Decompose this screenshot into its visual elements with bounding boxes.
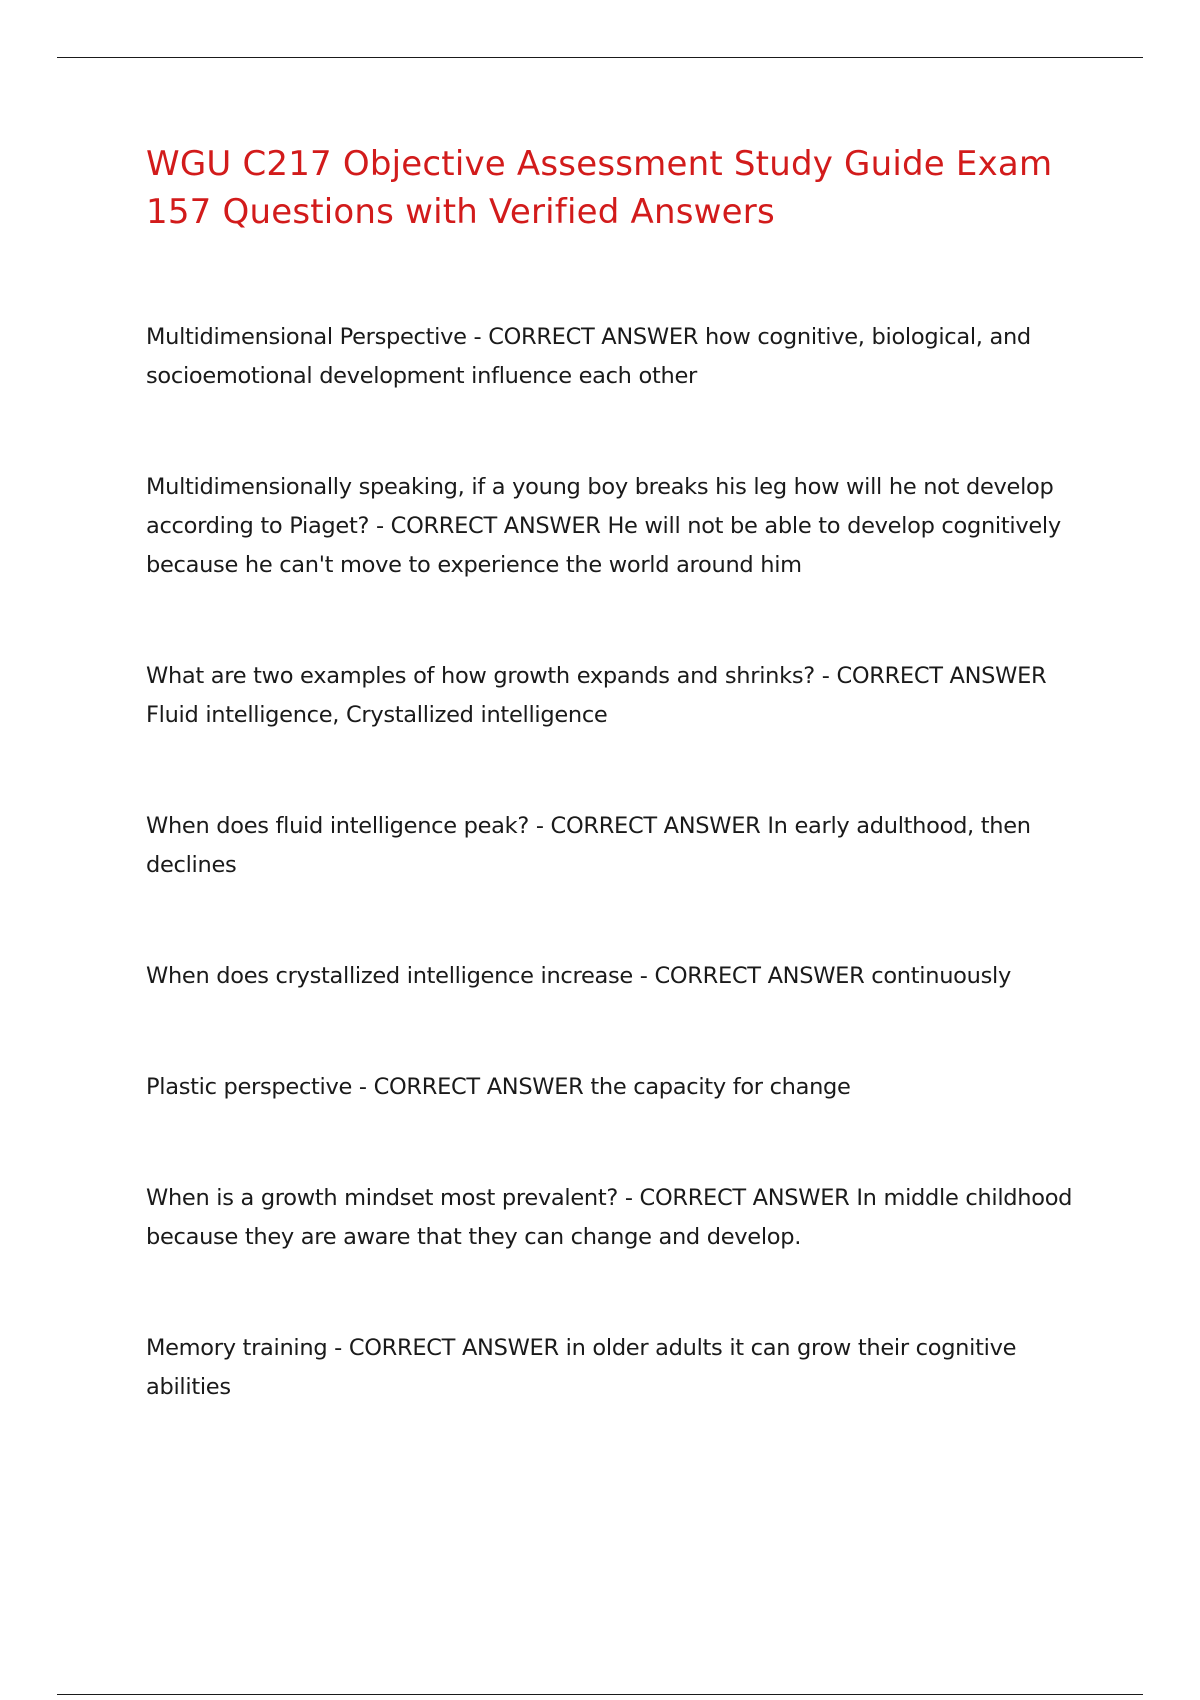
qa-answer-label: CORRECT ANSWER (639, 1185, 850, 1211)
qa-answer-label: CORRECT ANSWER (654, 963, 865, 989)
qa-question: Multidimensionally speaking, if a young boy breaks his leg how will he not develop according to Piaget? (146, 474, 1054, 539)
qa-question: Plastic perspective (146, 1074, 353, 1100)
qa-answer: in older adults it can grow their cognitive abilities (146, 1335, 1017, 1400)
qa-answer: He will not be able to develop cognitively because he can't move to experience the world around him (146, 513, 1061, 578)
qa-item (146, 807, 1096, 885)
qa-answer: In early adulthood, then declines (146, 813, 1031, 878)
qa-answer-label: CORRECT ANSWER (488, 324, 699, 350)
qa-question: When is a growth mindset most prevalent? (146, 1185, 619, 1211)
document-body (146, 140, 1096, 1479)
qa-item (146, 1179, 1096, 1257)
qa-separator: - (814, 663, 837, 689)
qa-item (146, 1068, 1096, 1107)
qa-question: Memory training (146, 1335, 328, 1361)
qa-answer: how cognitive, biological, and socioemotional development influence each other (146, 324, 1031, 389)
qa-separator: - (618, 1185, 640, 1211)
qa-separator: - (327, 1335, 349, 1361)
qa-separator: - (466, 324, 489, 350)
qa-answer: continuously (871, 963, 1011, 989)
top-rule (57, 57, 1143, 58)
qa-separator: - (632, 963, 655, 989)
qa-question: What are two examples of how growth expands and shrinks? (146, 663, 815, 689)
qa-answer: Fluid intelligence, Crystallized intelligence (146, 702, 608, 728)
bottom-rule (57, 1694, 1143, 1695)
qa-answer: the capacity for change (590, 1074, 851, 1100)
qa-item (146, 957, 1096, 996)
qa-item (146, 1329, 1096, 1407)
qa-answer: In middle childhood because they are aware that they can change and develop. (146, 1185, 1073, 1250)
qa-answer-label: CORRECT ANSWER (373, 1074, 584, 1100)
qa-item (146, 318, 1096, 396)
qa-answer-label: CORRECT ANSWER (550, 813, 761, 839)
qa-separator: - (352, 1074, 374, 1100)
qa-separator: - (529, 813, 551, 839)
qa-answer-label: CORRECT ANSWER (836, 663, 1047, 689)
qa-question: When does crystallized intelligence increase (146, 963, 633, 989)
qa-answer-label: CORRECT ANSWER (390, 513, 601, 539)
qa-answer-label: CORRECT ANSWER (348, 1335, 559, 1361)
qa-item (146, 657, 1096, 735)
qa-item (146, 468, 1096, 585)
qa-question: When does fluid intelligence peak? (146, 813, 530, 839)
qa-separator: - (369, 513, 391, 539)
qa-list (146, 318, 1096, 1407)
qa-question: Multidimensional Perspective (146, 324, 467, 350)
document-title: WGU C217 Objective Assessment Study Guide Exam 157 Questions with Verified Answers (146, 144, 1053, 232)
